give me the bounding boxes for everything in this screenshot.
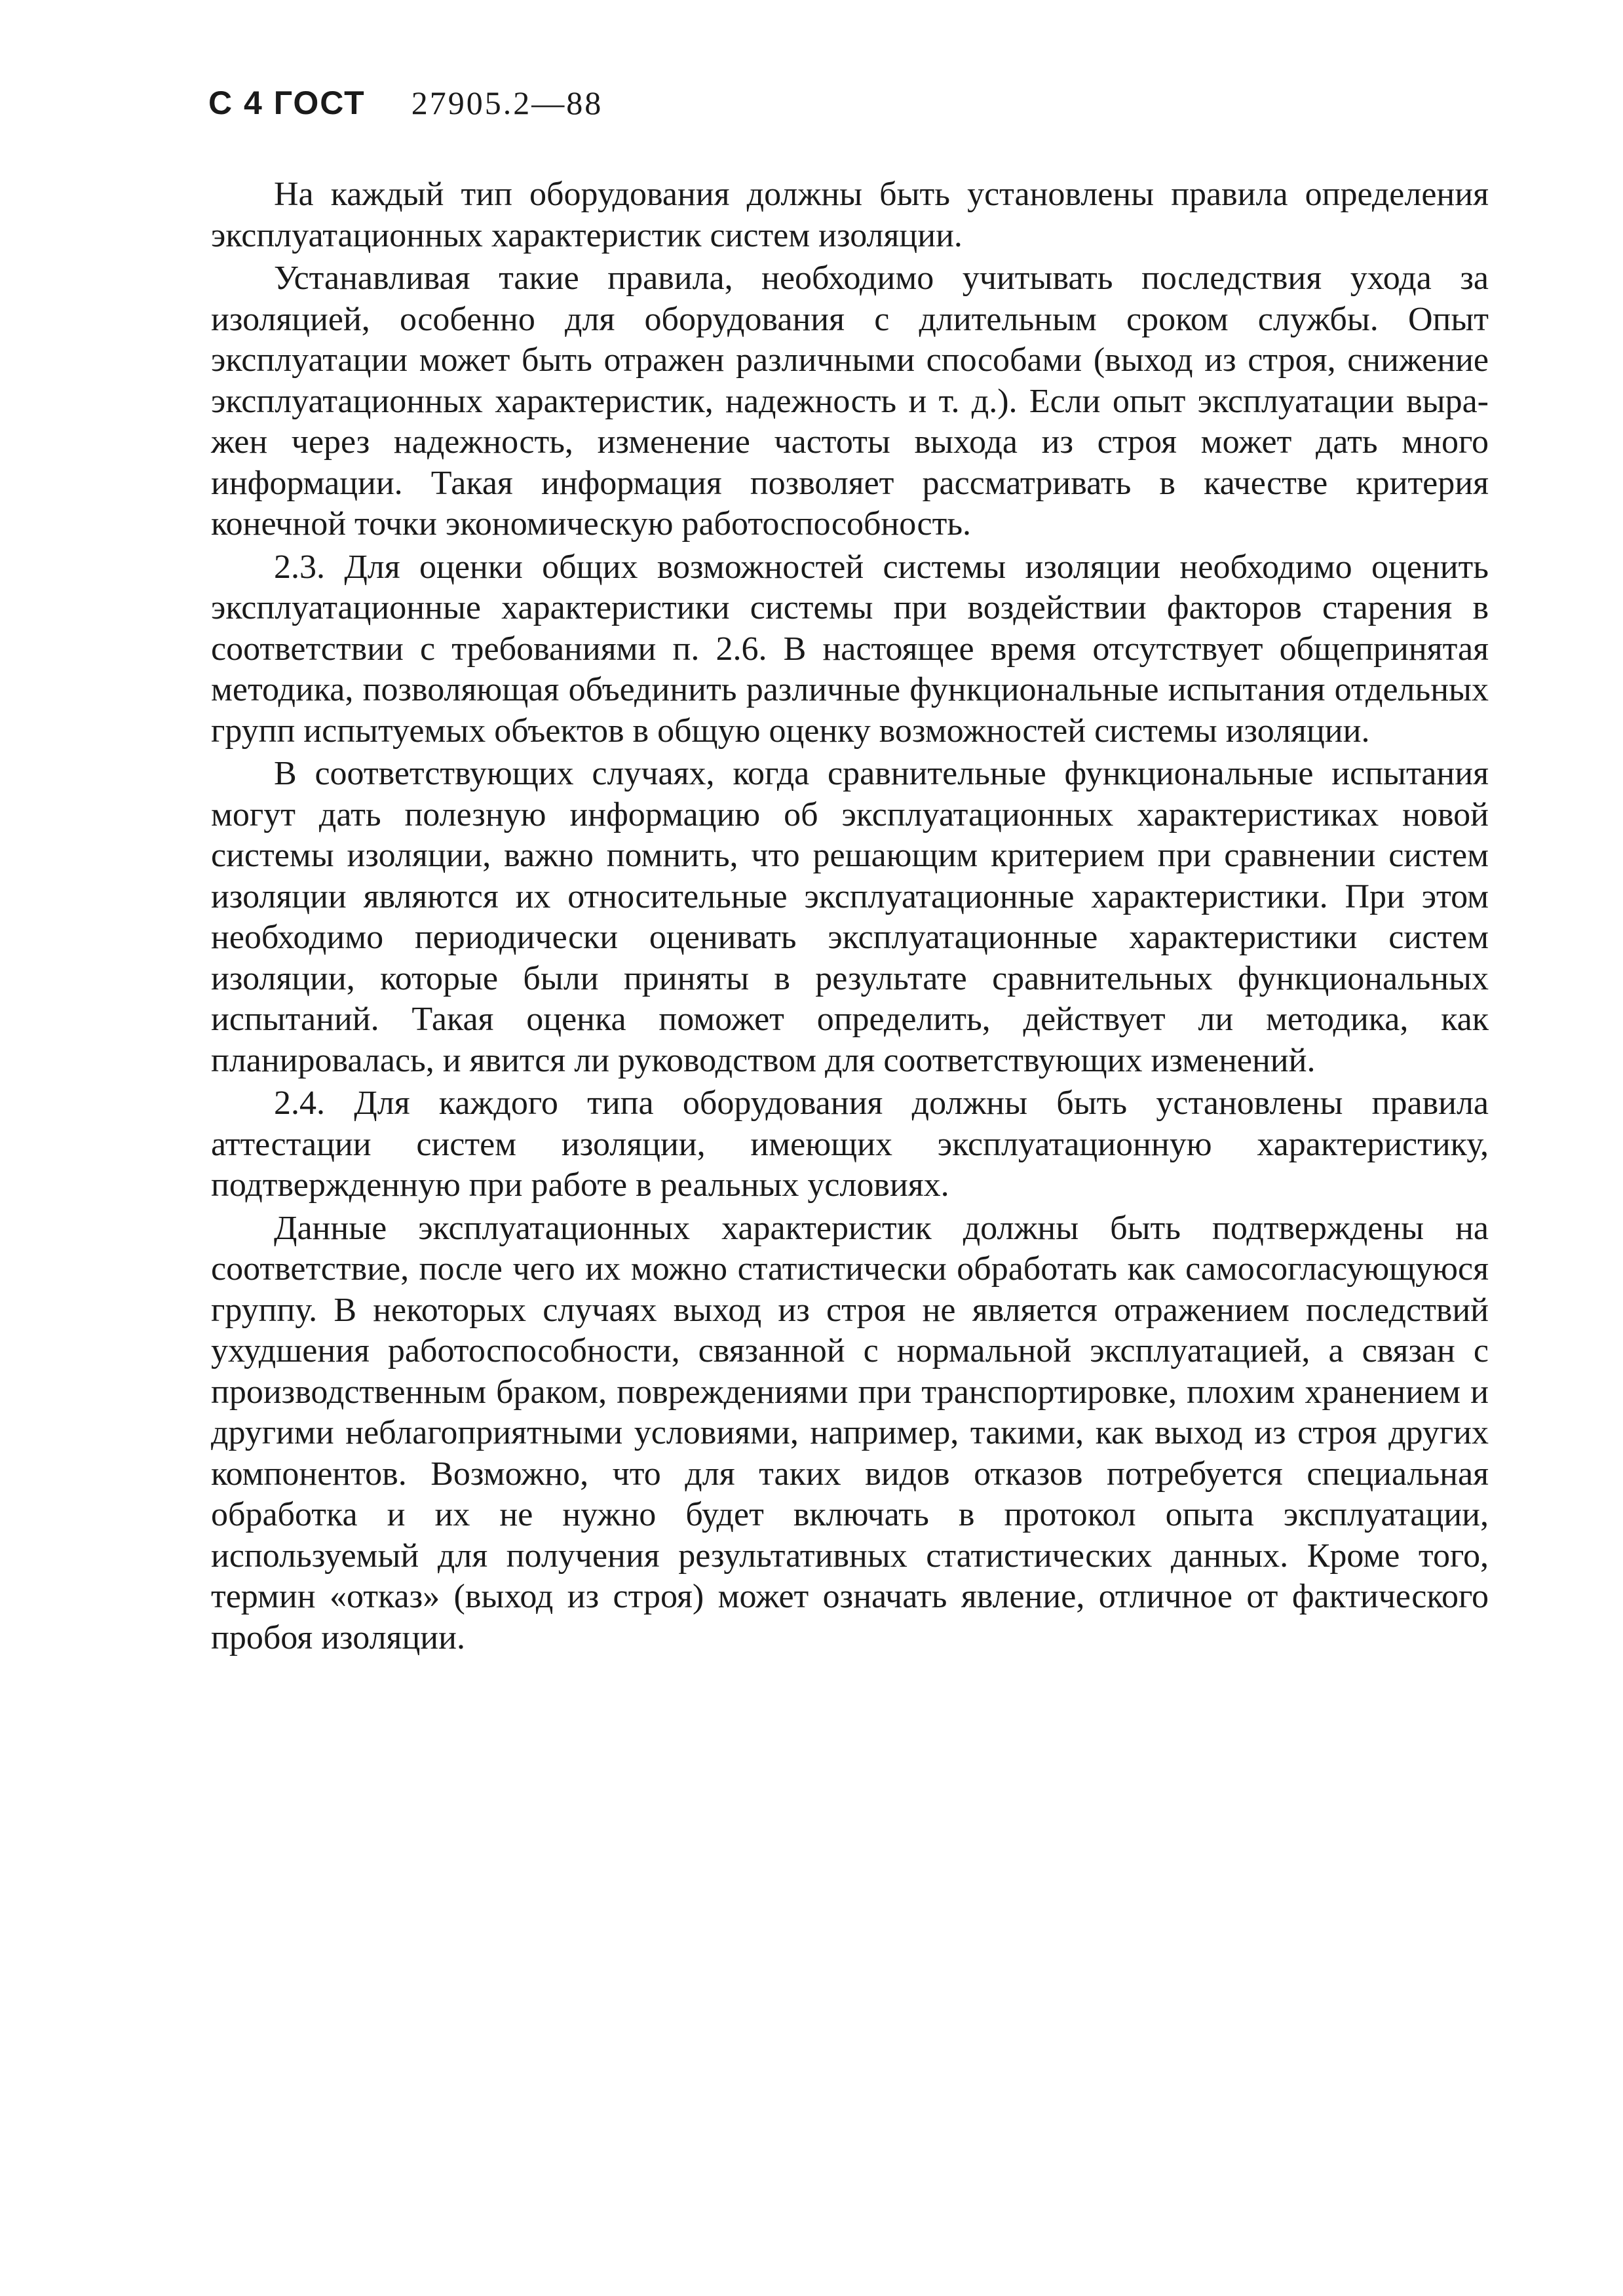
paragraph-section-2-4: 2.4. Для каждого типа оборудования должны быть установлены правила аттестации систем изоляции, имеющих эксплуатационную характеристику, подтвержденную при работе в реальных условиях. bbox=[211, 1084, 1489, 1204]
page-header bbox=[208, 84, 603, 122]
paragraph: На каждый тип оборудования должны быть установлены правила определения эксплуатационных характеристик систем изоляции. bbox=[211, 176, 1489, 254]
paragraph: В соответствующих случаях, когда сравнительные функциональные испытания могут дать полезную информацию об эксплуатационных характеристиках новой системы изоляции, важно помнить, что решающим критерием при сравнении систем изоляции являются их относительные эксплуатационные характеристики. При этом необходимо периодически оценивать эксплуатационные характеристики систем изоляции, которые были приняты в результате сравнительных функциональных испытаний. Такая оценка поможет определить, действует ли методика, как планировалась, и явится ли руководством для соответствующих изменений. bbox=[211, 755, 1489, 1079]
paragraph: Устанавливая такие правила, необходимо учитывать последствия ухода за изоляцией, особенно для оборудования с длительным сроком службы. Опыт эксплуатации может быть отражен различными способами (выход из строя, снижение эксплуатационных характеристик, надежность и т. д.). Если опыт эксплуатации выражен через надежность, изменение частоты выхода из строя может дать много информации. Такая информация позволяет рассматривать в качестве критерия конечной точки экономическую работоспособность. bbox=[211, 259, 1489, 543]
paragraph: Данные эксплуатационных характеристик должны быть подтверждены на соответствие, после чего их можно статистически обработать как самосогласующуюся группу. В некоторых случаях выход из строя не является отражением последствий ухудшения работоспособности, связанной с нормальной эксплуатацией, а связан с производственным браком, повреждениями при транспортировке, плохим хранением и другими неблагоприятными условиями, например, такими, как выход из строя других компонентов. Возможно, что для таких видов отказов потребуется специальная обработка и их не нужно будет включать в протокол опыта эксплуатации, используемый для получения результативных статистических данных. Кроме того, термин «отказ» (выход из строя) может означать явление, отличное от фактического пробоя изоляции. bbox=[211, 1209, 1489, 1656]
standard-number: 27905.2—88 bbox=[411, 85, 603, 121]
paragraph-section-2-3: 2.3. Для оценки общих возможностей системы изоляции необходимо оценить эксплуатационные характеристики системы при воздействии факторов старения в соответствии с требованиями п. 2.6. В настоящее время отсутствует общепринятая методика, позволяющая объединить различные функциональные испытания отдельных групп испытуемых объектов в общую оценку возможностей системы изоляции. bbox=[211, 548, 1489, 750]
standard-label: С 4 ГОСТ bbox=[208, 85, 366, 121]
body-text bbox=[211, 174, 1489, 1660]
